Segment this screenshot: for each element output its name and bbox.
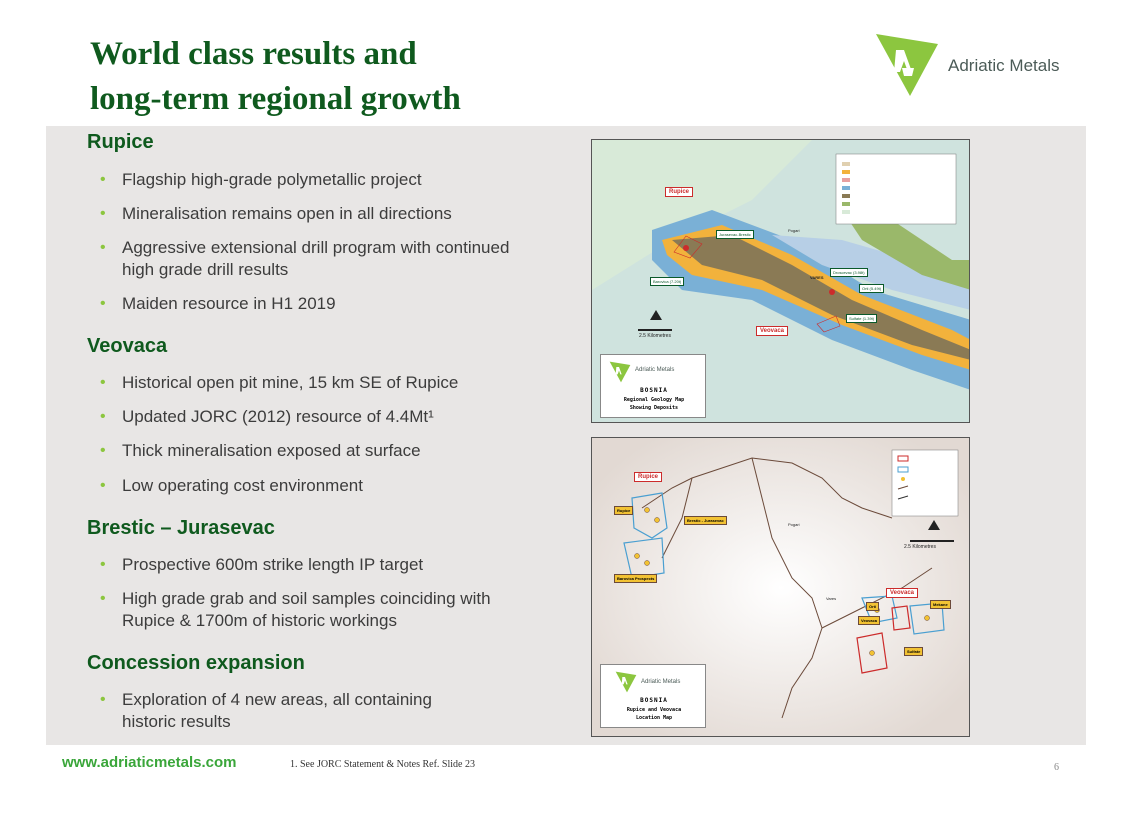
map2-card-subtitle-line2: Location Map [635, 715, 673, 721]
section-heading-brestic-jurasevac: Brestic – Jurasevac [87, 517, 275, 539]
bullet-item: • Flagship high-grade polymetallic project [100, 170, 422, 189]
page-number: 6 [1054, 762, 1059, 773]
map1-label-sulfate: Sulfate (1.39t) [846, 314, 877, 323]
map2-label-mekane: Mekane [930, 600, 951, 609]
regional-geology-map [591, 139, 970, 423]
footer-website-link[interactable]: www.adriaticmetals.com [62, 754, 237, 771]
bullet-dot-icon: • [100, 477, 106, 494]
footer-note: 1. See JORC Statement & Notes Ref. Slide 23 [290, 759, 475, 770]
map2-label-vares: Vares [826, 596, 837, 601]
bullet-item: • Updated JORC (2012) resource of 4.4Mt¹ [100, 407, 434, 426]
section-heading-veovaca: Veovaca [87, 335, 168, 357]
bullet-item: • Thick mineralisation exposed at surface [100, 441, 421, 460]
map1-card-subtitle-line1: Regional Geology Map [623, 397, 685, 403]
map1-card-title: BOSNIA [640, 387, 668, 394]
map1-label-orti: Orti (5.49t) [859, 284, 884, 293]
adriatic-logo-icon [609, 361, 631, 383]
bullet-dot-icon: • [100, 295, 106, 312]
bullet-dot-icon: • [100, 374, 106, 391]
bullet-item: • High grade grab and soil samples coinciding with Rupice & 1700m of historic workings [100, 589, 491, 630]
bullet-dot-icon: • [100, 171, 106, 188]
bullet-dot-icon: • [100, 239, 106, 256]
adriatic-logo-icon [615, 671, 637, 693]
map1-label-droscevac: Droscevac (3.98t) [830, 268, 868, 277]
map1-label-barovica: Barovica (7.20t) [650, 277, 684, 286]
map1-label-jurasevac-brestic: Jurasevac-Brestic [716, 230, 754, 239]
map1-card-subtitle-line2: Showing Deposits [629, 405, 679, 411]
company-logo [874, 32, 1074, 98]
bullet-dot-icon: • [100, 205, 106, 222]
slide-title [90, 32, 461, 122]
map2-label-brestic-jurasevac: Brestic - Jurasevac [684, 516, 727, 525]
map1-scale-label: 2.5 Kilometres [639, 333, 671, 339]
location-map [591, 437, 970, 737]
bullet-dot-icon: • [100, 556, 106, 573]
map2-label-barovica-prospects: Barovica Prospects [614, 574, 657, 583]
logo-text: Adriatic Metals [948, 56, 1060, 75]
slide-title-line1: World class results and [90, 36, 417, 72]
map2-label-rupice-pin: Rupice [614, 506, 633, 515]
bullet-dot-icon: • [100, 691, 106, 708]
bullet-item: • Historical open pit mine, 15 km SE of Rupice [100, 373, 459, 392]
map1-title-card [600, 354, 706, 418]
section-heading-concession-expansion: Concession expansion [87, 652, 305, 674]
map2-title-card [600, 664, 706, 728]
map1-card-logo-text: Adriatic Metals [635, 367, 675, 373]
map2-label-veovaca: Veovaca [886, 588, 918, 598]
map1-label-rupice: Rupice [665, 187, 693, 197]
bullet-item: • Prospective 600m strike length IP target [100, 555, 424, 574]
slide-title-line2: long-term regional growth [90, 81, 461, 117]
map2-label-sulfate: Sulfate [904, 647, 923, 656]
map2-label-orti: Orti [866, 602, 879, 611]
section-heading-rupice: Rupice [87, 131, 154, 153]
map2-label-veovaca-pin: Veovaca [858, 616, 880, 625]
adriatic-logo-icon [874, 32, 940, 98]
map2-card-logo-text: Adriatic Metals [641, 679, 681, 685]
bullet-item: • Low operating cost environment [100, 476, 363, 495]
map2-label-rupice: Rupice [634, 472, 662, 482]
map1-label-vares: VARES [810, 275, 824, 280]
bullet-dot-icon: • [100, 590, 106, 607]
map1-label-veovaca: Veovaca [756, 326, 788, 336]
bullet-item: • Aggressive extensional drill program with continued high grade drill results [100, 238, 510, 279]
bullet-dot-icon: • [100, 442, 106, 459]
map2-card-title: BOSNIA [640, 697, 668, 704]
bullet-item: • Mineralisation remains open in all directions [100, 204, 452, 223]
map2-card-subtitle-line1: Rupice and Veovaca [626, 707, 682, 713]
map2-label-pogari: Pogari [788, 522, 800, 527]
bullet-dot-icon: • [100, 408, 106, 425]
map2-scale-label: 2.5 Kilometres [904, 544, 936, 550]
bullet-item: • Maiden resource in H1 2019 [100, 294, 336, 313]
map1-label-pogari: Pogari [788, 228, 800, 233]
bullet-item: • Exploration of 4 new areas, all containing historic results [100, 690, 432, 731]
